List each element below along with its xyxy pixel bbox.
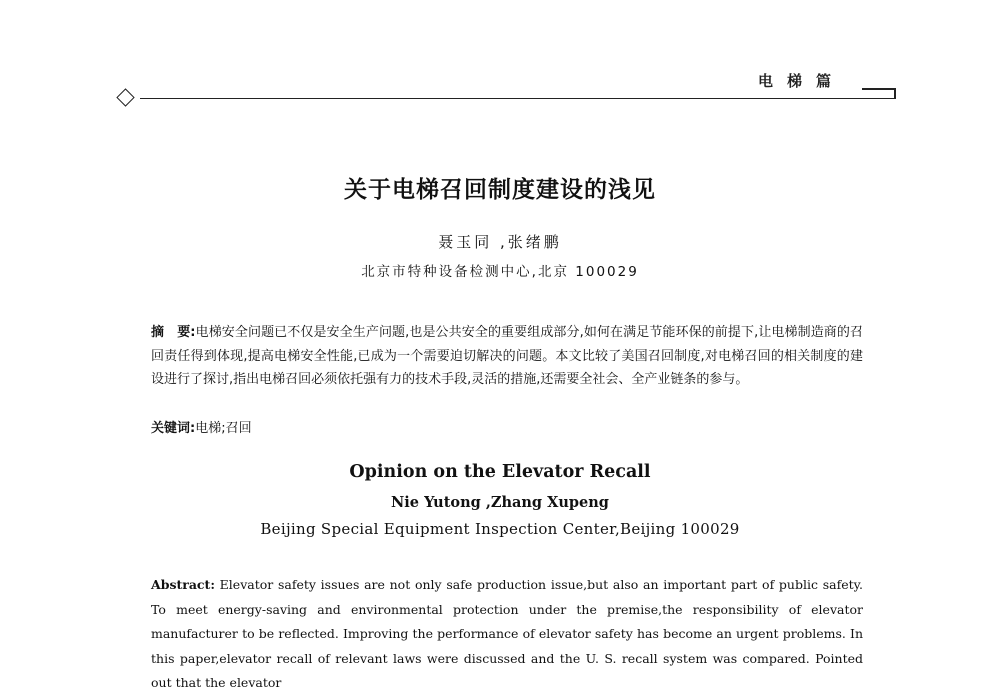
chinese-authors: 聂玉同 ,张绪鹏 — [438, 233, 562, 251]
chinese-abstract — [151, 321, 863, 392]
chinese-abstract-text: 电梯安全问题已不仅是安全生产问题,也是公共安全的重要组成部分,如何在满足节能环保的前提下,让电梯制造商的召回责任得到体现,提高电梯安全性能,已成为一个需要迫切解决的问题。本文比较了美国召回制度,对电梯召回的相关制度的建设进行了探讨,指出电梯召回必须依托强有力的技术手段,灵活的措施,还需要全社会、全产业链条的参与。 — [151, 325, 863, 387]
diamond-ornament-icon — [116, 88, 134, 106]
header-rule — [140, 98, 895, 99]
english-affiliation: Beijing Special Equipment Inspection Center,Beijing 100029 — [260, 520, 740, 538]
chinese-keywords — [151, 417, 252, 436]
english-abstract-text: Elevator safety issues are not only safe production issue,but also an important part of public safety. To meet energy-saving and environmental protection under the premise,the responsibility of elevator manufacturer to be reflected. Improving the performance of elevator safety has become an urgent problems. In this paper,elevator recall of relevant laws were discussed and the U. S. recall system was compared. Pointed out that the elevator — [151, 577, 863, 690]
section-header-label: 电梯篇 — [757, 72, 845, 90]
chinese-affiliation: 北京市特种设备检测中心,北京 100029 — [361, 264, 639, 280]
chinese-title: 关于电梯召回制度建设的浅见 — [344, 177, 656, 203]
header-rule-tab — [862, 88, 895, 90]
english-abstract-label: Abstract: — [151, 577, 215, 592]
chinese-keywords-label: 关键词: — [151, 421, 196, 436]
english-abstract — [151, 573, 863, 696]
english-authors: Nie Yutong ,Zhang Xupeng — [391, 494, 609, 511]
chinese-keywords-text: 电梯;召回 — [195, 421, 252, 436]
chinese-abstract-label: 摘 要: — [151, 325, 196, 340]
english-title: Opinion on the Elevator Recall — [349, 462, 651, 482]
